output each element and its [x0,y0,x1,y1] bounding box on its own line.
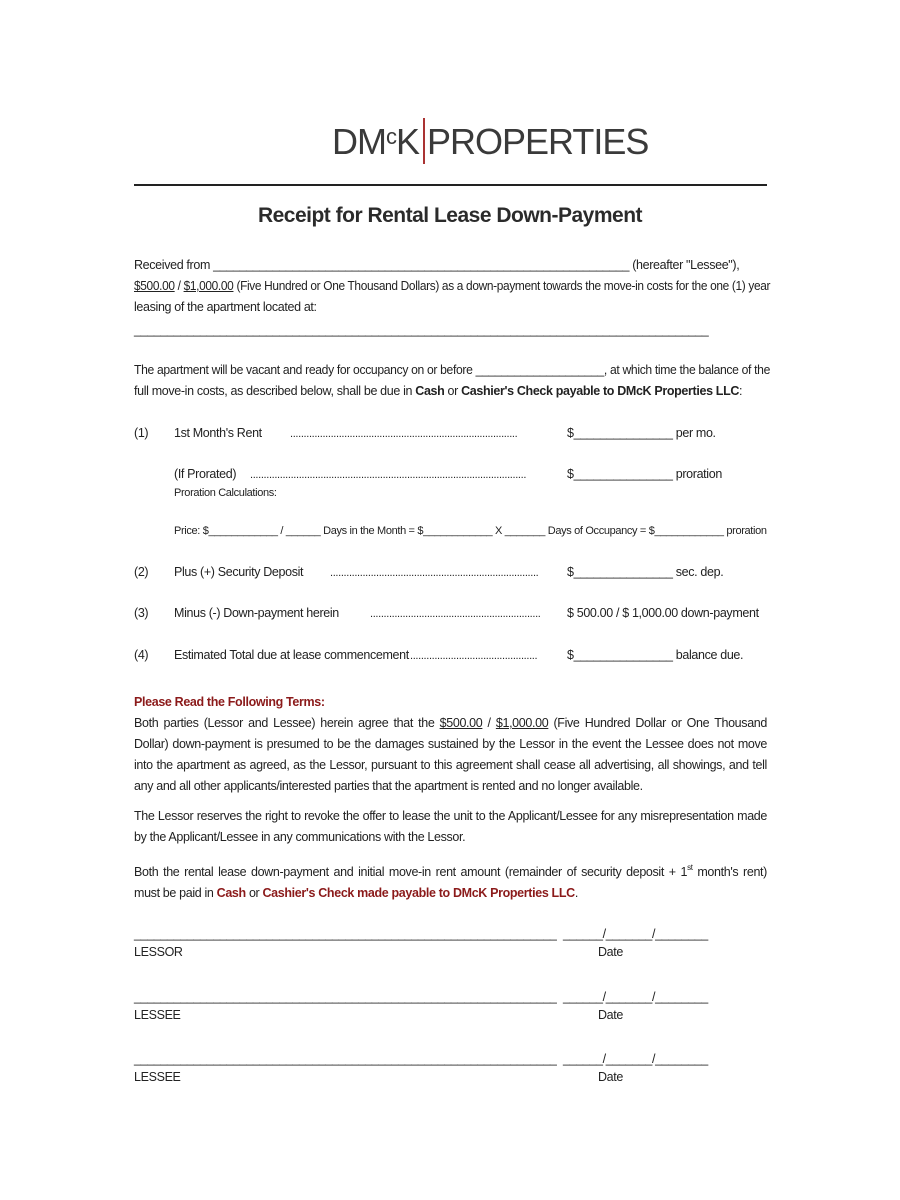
item-amount: $_______________ proration [567,467,722,481]
terms-paragraph-3 [134,857,767,904]
proration-calc-label: Proration Calculations: [174,487,277,499]
company-logo [332,118,648,164]
signature-line: ________________________________________________________________ [134,1052,557,1066]
date-line: ______/_______/________ [563,990,708,1004]
item-dots: ............................................................... [370,608,541,620]
due-line [134,384,742,398]
signature-role: LESSOR [134,945,183,959]
amount-sep: / [174,279,184,293]
date-line: ______/_______/________ [563,1052,708,1066]
amount-500: $500.00 [134,279,175,293]
address-blank: _______________________________________________________________________________________ [134,323,709,337]
item-label: Minus (-) Down-payment herein [174,606,339,620]
logo-divider [423,118,425,164]
terms-p3-end: . [574,886,578,900]
due-cash: Cash [415,384,445,398]
item-dots: ............................................................................. [330,567,539,579]
terms-p3-text-b: month's rent) must be paid in [134,865,767,900]
item-dots: ............................................... [410,650,538,662]
item-amount: $ 500.00 / $ 1,000.00 down-payment [567,606,759,620]
item-amount: $_______________ balance due. [567,648,744,662]
signature-line: ________________________________________________________________ [134,990,557,1004]
terms-heading: Please Read the Following Terms: [134,695,325,709]
logo-text-k: K [396,121,420,162]
item-label: (If Prorated) [174,467,237,481]
amount-line [134,279,770,293]
item-amount: $_______________ per mo. [567,426,716,440]
terms-p3-check: Cashier's Check made payable to DMcK Properties LLC [262,886,575,900]
terms-p1-amt2: $1,000.00 [495,716,549,730]
received-from-line: Received from _______________________________________________________________ (hereafter "Lessee"), [134,258,740,272]
item-number: (1) [134,426,149,440]
terms-paragraph-2: The Lessor reserves the right to revoke the offer to lease the unit to the Applicant/Lessee for any misrepresentation made by the Applicant/Lessee in any communications with the Lessor. [134,809,767,844]
terms-p1-sep: / [482,716,496,730]
signature-line: ________________________________________________________________ [134,927,557,941]
logo-text-c: c [386,124,396,149]
proration-formula: Price: $____________ / ______ Days in the Month = $____________ X _______ Days of Occupancy = $____________ proration [174,525,767,537]
signature-role: LESSEE [134,1008,181,1022]
logo-text-dm: DM [332,121,386,162]
due-or: or [444,384,462,398]
item-dots: ...................................................................................................... [250,469,527,481]
signature-role: LESSEE [134,1070,181,1084]
amount-1000: $1,000.00 [183,279,234,293]
leasing-line: leasing of the apartment located at: [134,300,317,314]
item-amount: $_______________ sec. dep. [567,565,724,579]
item-label: Plus (+) Security Deposit [174,565,304,579]
terms-p1-amt1: $500.00 [439,716,483,730]
terms-p1-text-a: Both parties (Lessor and Lessee) herein agree that the [134,716,440,730]
terms-p3-text-a: Both the rental lease down-payment and initial move-in rent amount (remainder of security deposit + 1 [134,865,688,879]
terms-p3-sup: st [687,863,693,872]
date-line: ______/_______/________ [563,927,708,941]
due-text: full move-in costs, as described below, shall be due in [134,384,416,398]
terms-paragraph-1 [134,713,767,797]
item-number: (2) [134,565,149,579]
date-label: Date [598,1070,624,1084]
page-title: Receipt for Rental Lease Down-Payment [257,204,643,227]
date-label: Date [598,945,624,959]
item-label: 1st Month's Rent [174,426,262,440]
header-rule [134,184,767,186]
item-label: Estimated Total due at lease commencement [174,648,409,662]
date-label: Date [598,1008,624,1022]
item-number: (4) [134,648,149,662]
terms-p1-text-b: (Five Hundred Dollar or One Thousand Dollar) down-payment is presumed to be the damages sustained by the Lessor in the event the Lessee does not move into the apartment as agreed, as the Lessor, pursuant to this agreement shall cease all advertising, all showings, and tell any and all other applicants/interested parties that the apartment is rented and no longer available. [134,716,767,793]
terms-p3-cash: Cash [216,886,246,900]
due-colon: : [739,384,743,398]
terms-p3-or: or [245,886,263,900]
item-number: (3) [134,606,149,620]
logo-text-properties: PROPERTIES [427,121,649,162]
due-check: Cashier's Check payable to DMcK Properties LLC [461,384,740,398]
item-dots: .................................................................................... [290,428,518,440]
vacancy-line: The apartment will be vacant and ready for occupancy on or before ____________________, at which time the balance of the [134,363,770,377]
amount-desc: (Five Hundred or One Thousand Dollars) as a down-payment towards the move-in costs for the one (1) year [233,279,771,293]
